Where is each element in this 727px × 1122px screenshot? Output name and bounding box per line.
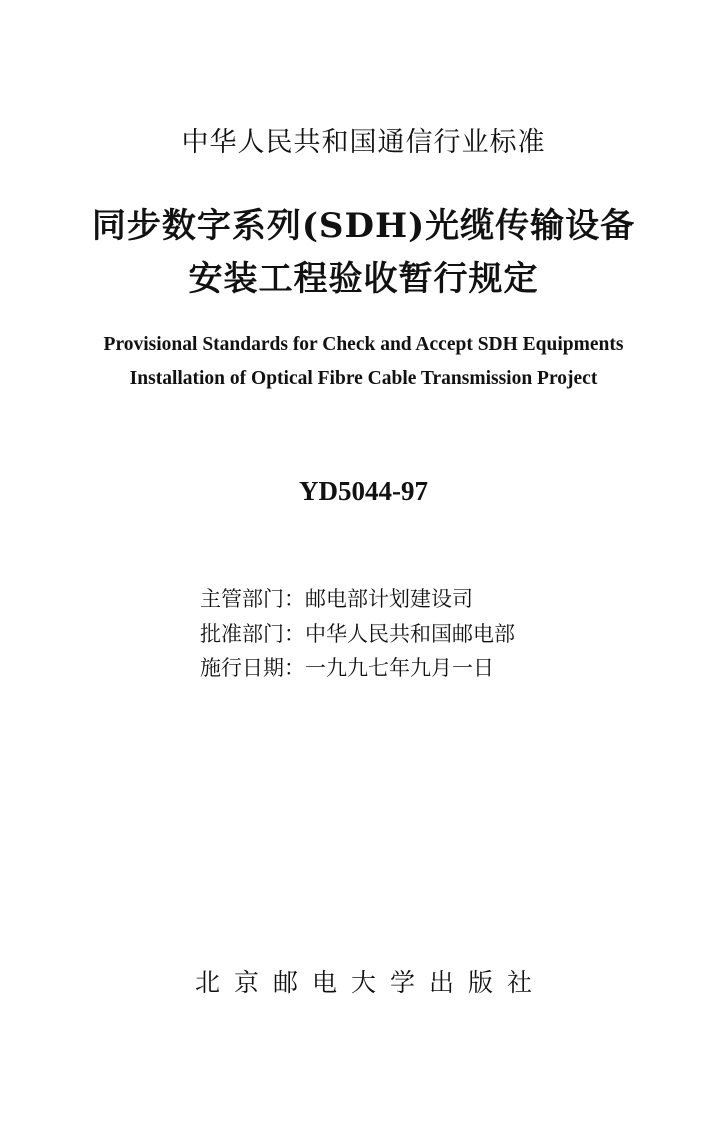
meta-row-supervising-dept (200, 583, 660, 613)
title-en-line-2: Installation of Optical Fibre Cable Transmission Project (129, 368, 598, 389)
meta-value: 一九九七年九月一日 (305, 656, 494, 680)
title-en-line-1: Provisional Standards for Check and Accept SDH Equipments (103, 334, 624, 355)
standard-code: YD5044-97 (299, 476, 428, 506)
meta-label: 批准部门： (200, 622, 305, 646)
standard-category: 中华人民共和国通信行业标准 (181, 127, 546, 158)
publisher: 北京邮电大学出版社 (194, 968, 546, 997)
meta-value: 中华人民共和国邮电部 (305, 622, 515, 646)
meta-label: 施行日期： (200, 656, 305, 680)
title-cn-line-1: 同步数字系列(SDH)光缆传输设备 (91, 206, 636, 246)
meta-row-effective-date (200, 652, 660, 682)
title-cn-line-2: 安装工程验收暂行规定 (188, 259, 539, 299)
meta-label: 主管部门： (200, 587, 305, 611)
meta-row-approving-dept (200, 618, 660, 648)
meta-value: 邮电部计划建设司 (305, 587, 473, 611)
